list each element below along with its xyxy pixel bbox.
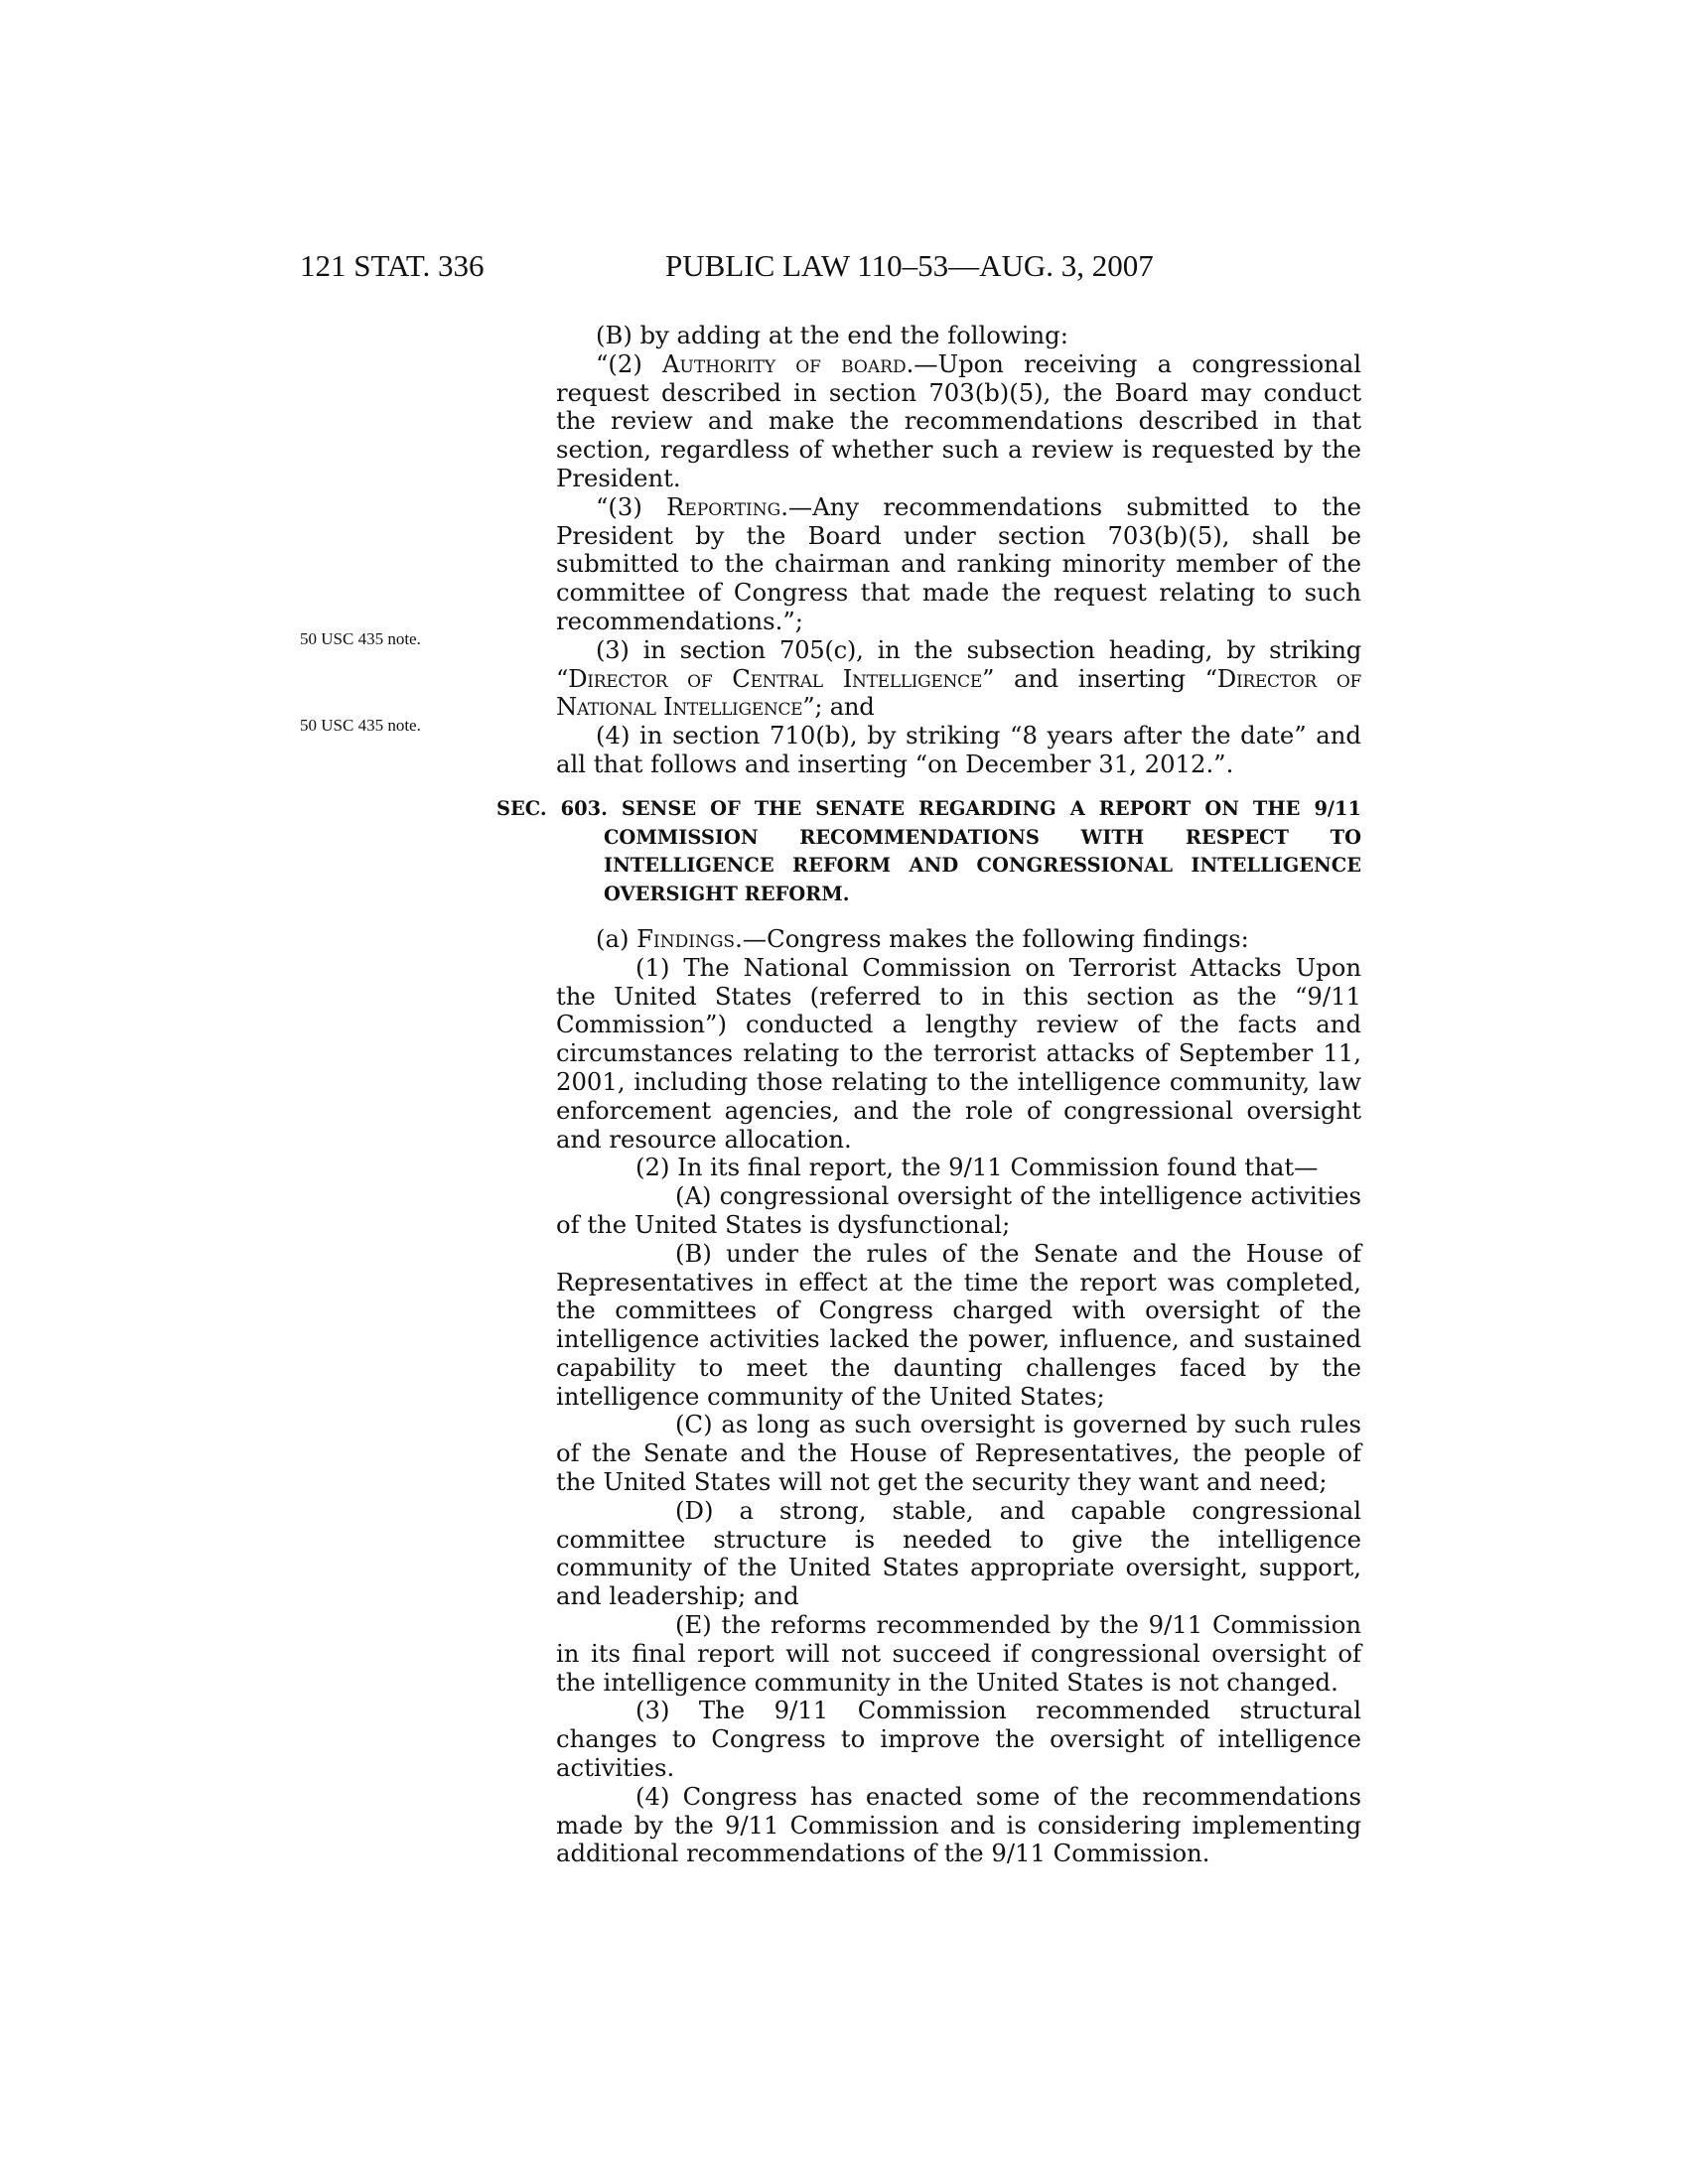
finding-3: (3) The 9/11 Commission recommended structural changes to Congress to improve the oversight of intelligence activities. (556, 1696, 1361, 1783)
finding-2d: (D) a strong, stable, and capable congressional committee structure is needed to give the intelligence community of the United States appropriate oversight, support, and leadership; and (556, 1495, 1361, 1611)
statute-page-number: 121 STAT. 336 (300, 248, 485, 283)
finding-2a: (A) congressional oversight of the intelligence activities of the United States is dysfunctional; (556, 1181, 1361, 1239)
page-header (0, 248, 1688, 288)
amendment-item-3: (3) in section 705(c), in the subsection heading, by striking “Director of Central Intelligence” and inserting “Director of National Intelligence”; and (556, 634, 1361, 722)
inserted-paragraph-3: “(3) Reporting.—Any recommendations submitted to the President by the Board under section 703(b)(5), shall be submitted to the chairman and ranking minority member of the committee of Congress that made the request relating to such recommendations.”; (556, 491, 1361, 635)
finding-2c: (C) as long as such oversight is governed by such rules of the Senate and the House of Representatives, the people of the United States will not get the security they want and need; (556, 1410, 1361, 1497)
finding-2: (2) In its final report, the 9/11 Commission found that— (635, 1153, 1319, 1182)
paragraph-caption: Authority of board (662, 348, 907, 378)
margin-note: 50 USC 435 note. (300, 716, 421, 735)
amendment-item-4: (4) in section 710(b), by striking “8 years after the date” and all that follows and inserting “on December 31, 2012.”. (556, 721, 1361, 778)
finding-1: (1) The National Commission on Terrorist Attacks Upon the United States (referred to in this section as the “9/11 Commission”) conducted a lengthy review of the facts and circumstances relating to the terrorist attacks of September 11, 2001, including those relating to the intelligence community, law enforcement agencies, and the role of congressional oversight and resource allocation. (556, 952, 1361, 1154)
findings-intro: (a) Findings.—Congress makes the following findings: (596, 923, 1249, 953)
finding-2e: (E) the reforms recommended by the 9/11 Commission in its final report will not succeed if congressional oversight of the intelligence community in the United States is not changed. (556, 1610, 1361, 1697)
finding-2b: (B) under the rules of the Senate and the House of Representatives in effect at the time the report was completed, the committees of Congress charged with oversight of the intelligence activities lacked the power, influence, and sustained capability to meet the daunting challenges faced by the intelligence community of the United States; (556, 1238, 1361, 1411)
inserted-paragraph-2: “(2) Authority of board.—Upon receiving a congressional request described in section 703(b)(5), the Board may conduct the review and make the recommendations described in that section, regardless of whether such a review is requested by the President. (556, 348, 1362, 492)
margin-note: 50 USC 435 note. (300, 629, 421, 648)
running-head: PUBLIC LAW 110–53—AUG. 3, 2007 (665, 248, 1154, 283)
statute-body (496, 321, 1362, 1868)
amendment-b: (B) by adding at the end the following: (596, 321, 1068, 349)
paragraph-caption: Reporting (666, 491, 781, 521)
subsection-caption: Findings (636, 923, 736, 953)
finding-4: (4) Congress has enacted some of the recommendations made by the 9/11 Commission and is considering implementing additional recommendations of the 9/11 Commission. (556, 1781, 1361, 1868)
section-heading: SEC. 603. SENSE OF THE SENATE REGARDING A REPORT ON THE 9/11 COMMISSION RECOMMENDATIONS WITH RESPECT TO INTELLIGENCE REFORM AND CONGRESSIONAL INTELLIGENCE OVERSIGHT REFORM. (496, 796, 1361, 906)
